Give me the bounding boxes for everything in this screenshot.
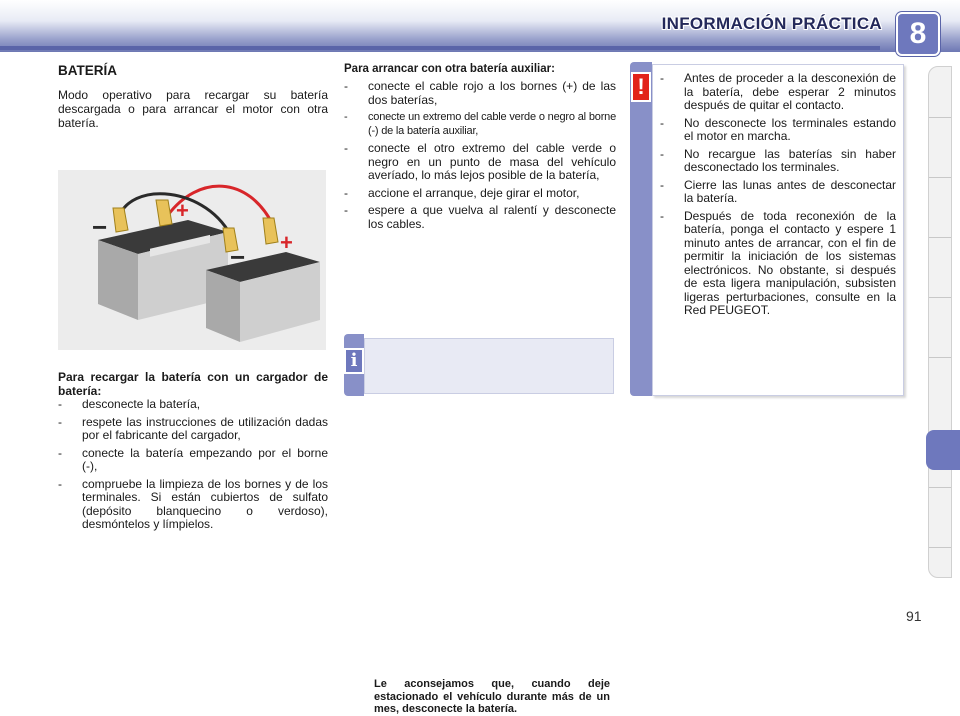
battery-right-side [206, 270, 240, 342]
jump-start-steps [344, 80, 616, 235]
warning-icon: ! [631, 72, 651, 102]
minus-sign-left: − [92, 212, 108, 242]
page-number: 91 [906, 608, 922, 624]
clamp-right-positive [263, 218, 278, 244]
list-item: - conecte el cable rojo a los bornes (+) de las dos baterías, [344, 79, 616, 107]
charge-steps [58, 398, 328, 536]
battery-illustration-svg [58, 170, 326, 350]
list-item: - desconecte la batería, [58, 397, 201, 411]
rail-divider [929, 547, 951, 548]
list-item: - conecte el otro extremo del cable verde o negro en un punto de masa del vehículo averíado, lo más lejos posible de la batería, [344, 141, 616, 182]
jump-start-heading: Para arrancar con otra batería auxiliar: [344, 63, 555, 75]
rail-divider [929, 357, 951, 358]
chapter-tab-active[interactable] [926, 430, 960, 470]
rail-divider [929, 237, 951, 238]
rail-divider [929, 297, 951, 298]
header-divider [0, 46, 880, 50]
battery-left-side [98, 240, 138, 320]
warning-bar [630, 62, 652, 396]
list-item: - respete las instrucciones de utilización dadas por el fabricante del cargador, [58, 414, 328, 442]
chapter-tab-rail [928, 66, 952, 578]
list-item: - Cierre las lunas antes de desconectar la batería. [660, 177, 896, 205]
list-item: - espere a que vuelva al ralentí y desconecte los cables. [344, 203, 616, 231]
rail-divider [929, 487, 951, 488]
info-icon: i [344, 348, 364, 374]
list-item: - conecte un extremo del cable verde o negro al borne (-) de la batería auxiliar, [344, 111, 616, 137]
plus-sign-left: + [176, 198, 189, 223]
chapter-number-badge: 8 [896, 12, 940, 56]
charge-heading: Para recargar la batería con un cargador de batería: [58, 370, 328, 398]
list-item: - compruebe la limpieza de los bornes y de los terminales. Si están cubiertos de sulfato (depósito blanquecino o verdoso), desmóntelos y límpielos. [58, 476, 328, 531]
battery-jump-illustration [58, 170, 326, 350]
info-note-text: Le aconsejamos que, cuando deje estacionado el vehículo durante más de un mes, desconecte la batería. [374, 678, 610, 715]
minus-sign-right: − [230, 242, 246, 272]
list-item: - Después de toda reconexión de la batería, ponga el contacto y espere 1 minuto antes de arrancar, con el fin de permitir la iniciación de los sistemas electrónicos. No obstante, si después de esta ligera manipulación, subsisten ligeras perturbaciones, consulte en la Red PEUGEOT. [660, 208, 896, 317]
rail-divider [929, 177, 951, 178]
plus-sign-right: + [280, 230, 293, 255]
warning-items [660, 72, 896, 322]
list-item: - No desconecte los terminales estando el motor en marcha. [660, 115, 896, 143]
info-note-panel [364, 338, 614, 394]
list-item: - conecte la batería empezando por el borne (-), [58, 445, 328, 473]
list-item: - accione el arranque, deje girar el motor, [344, 185, 580, 200]
list-item: - No recargue las baterías sin haber desconectado los terminales. [660, 146, 896, 174]
chapter-title: INFORMACIÓN PRÁCTICA [661, 14, 882, 33]
section-title: BATERÍA [58, 63, 117, 78]
info-note-box [344, 334, 616, 715]
list-item: - Antes de proceder a la desconexión de la batería, debe esperar 2 minutos después de quitar el contacto. [660, 71, 896, 112]
clamp-left-negative [113, 208, 128, 232]
clamp-left-positive [156, 200, 172, 226]
rail-divider [929, 117, 951, 118]
intro-paragraph: Modo operativo para recargar su batería descargada o para arrancar el motor con otra batería. [58, 88, 328, 130]
